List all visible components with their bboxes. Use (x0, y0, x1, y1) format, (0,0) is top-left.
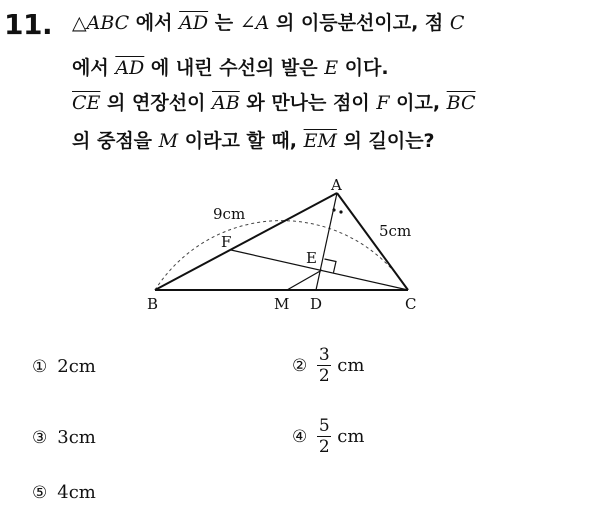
segment-ad: $\overline{AD}$ (115, 57, 145, 79)
segment-bc: $\overline{BC}$ (446, 92, 476, 114)
angle-a: ∠A (239, 12, 270, 34)
option-4[interactable] (292, 416, 364, 457)
option-unit: cm (68, 356, 96, 377)
right-angle-mark (325, 259, 337, 273)
option-marker: ③ (32, 427, 48, 448)
option-value: 2 (57, 356, 69, 377)
label-f: F (221, 233, 232, 251)
fraction (317, 345, 331, 386)
numerator: 5 (318, 416, 330, 436)
option-3[interactable] (32, 427, 96, 448)
text: 에서 (129, 12, 180, 34)
option-1[interactable] (32, 356, 96, 377)
option-marker: ⑤ (32, 482, 48, 503)
denominator: 2 (318, 366, 330, 386)
text: 의 중점을 (72, 130, 159, 152)
option-unit: cm (68, 427, 96, 448)
line-cf (231, 250, 408, 290)
option-unit: cm (337, 426, 365, 447)
text: 의 이등분선이고, 점 (269, 12, 450, 34)
option-unit: cm (337, 355, 365, 376)
option-value: 3 (57, 427, 69, 448)
option-unit: cm (68, 482, 96, 503)
text: 의 연장선이 (100, 92, 213, 114)
question-number: 11. (4, 8, 53, 41)
text: 에 내린 수선의 발은 (144, 57, 325, 79)
label-e: E (306, 249, 317, 267)
angle-mark-dot (339, 210, 342, 213)
text: 는 (208, 12, 240, 34)
point-m: M (158, 130, 179, 152)
label-m: M (274, 295, 290, 313)
segment-em: $\overline{EM}$ (303, 130, 337, 152)
label-a: A (331, 176, 342, 194)
fraction (317, 416, 331, 457)
text: 이고, (389, 92, 447, 114)
dashed-arc (155, 221, 408, 290)
segment-ce: $\overline{CE}$ (72, 92, 101, 114)
option-marker: ② (292, 355, 308, 376)
angle-mark-dot (332, 208, 335, 211)
side-ab (155, 193, 337, 290)
text: 와 만나는 점이 (239, 92, 377, 114)
point-c: C (449, 12, 465, 34)
denominator: 2 (318, 437, 330, 457)
bisector-ad (316, 193, 337, 290)
label-d: D (310, 295, 323, 313)
numerator: 3 (318, 345, 330, 365)
text: 이라고 할 때, (178, 130, 304, 152)
label-b: B (147, 295, 159, 313)
length-ac: 5cm (379, 222, 412, 240)
option-2[interactable] (292, 345, 364, 386)
length-ab: 9cm (213, 205, 246, 223)
text: 에서 (72, 57, 116, 79)
point-f: F (376, 92, 390, 114)
segment-ad: $\overline{AD}$ (179, 12, 209, 34)
option-marker: ④ (292, 426, 308, 447)
text: 의 길이는? (336, 130, 435, 152)
label-c: C (405, 295, 417, 313)
option-marker: ① (32, 356, 48, 377)
segment-ab: $\overline{AB}$ (212, 92, 240, 114)
point-e: E (324, 57, 339, 79)
text: 이다. (338, 57, 389, 79)
triangle-symbol: △ABC (72, 12, 130, 34)
option-5[interactable] (32, 482, 96, 503)
side-ac (337, 193, 408, 290)
option-value: 4 (57, 482, 69, 503)
